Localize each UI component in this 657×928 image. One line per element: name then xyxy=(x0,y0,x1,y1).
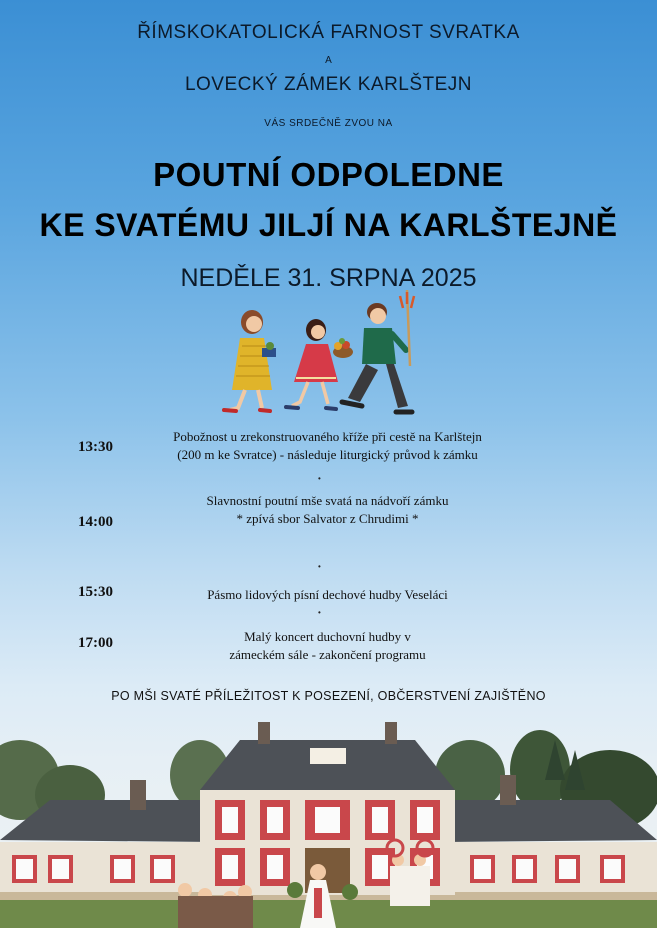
program-time: 17:00 xyxy=(78,635,113,651)
bullet-separator: • xyxy=(318,608,321,617)
organizer-castle: LOVECKÝ ZÁMEK KARLŠTEJN xyxy=(184,74,473,95)
program-time: 14:00 xyxy=(78,514,113,530)
bullet-separator: • xyxy=(318,562,321,571)
girl-yellow-figure xyxy=(224,310,276,411)
procession-illustration xyxy=(210,290,430,420)
program-desc-line: (200 m ke Svratce) - následuje liturgický průvod k zámku xyxy=(177,447,478,462)
program-desc-line: Pobožnost u zrekonstruovaného kříže při cestě na Karlštejn xyxy=(173,429,482,444)
program-desc-line: * zpívá sbor Salvator z Chrudimi * xyxy=(236,511,419,526)
program-item xyxy=(120,492,535,528)
program-desc-line: zámeckém sále - zakončení programu xyxy=(229,647,426,662)
program-desc-line: Malý koncert duchovní hudby v xyxy=(244,629,411,644)
event-date: NEDĚLE 31. SRPNA 2025 xyxy=(180,264,477,292)
event-subtitle: KE SVATÉMU JILJÍ NA KARLŠTEJNĚ xyxy=(39,207,618,243)
program-time: 13:30 xyxy=(78,439,113,455)
program-item xyxy=(120,586,535,604)
program-item xyxy=(120,428,535,464)
organizer-parish: ŘÍMSKOKATOLICKÁ FARNOST SVRATKA xyxy=(137,22,520,43)
program-desc-line: Slavnostní poutní mše svatá na nádvoří zámku xyxy=(206,493,449,508)
bullet-separator: • xyxy=(318,474,321,483)
event-title: POUTNÍ ODPOLEDNE xyxy=(153,156,504,193)
organizer-conjunction: A xyxy=(325,55,332,66)
program-item xyxy=(120,628,535,664)
refreshment-note: PO MŠI SVATÉ PŘÍLEŽITOST K POSEZENÍ, OBČERSTVENÍ ZAJIŠTĚNO xyxy=(111,689,546,703)
program-time: 15:30 xyxy=(78,584,113,600)
girl-red-figure xyxy=(286,319,353,409)
castle-illustration xyxy=(0,720,657,928)
invitation-text: VÁS SRDEČNĚ ZVOU NA xyxy=(264,118,393,129)
program-desc-line: Pásmo lidových písní dechové hudby Veseláci xyxy=(207,587,448,602)
